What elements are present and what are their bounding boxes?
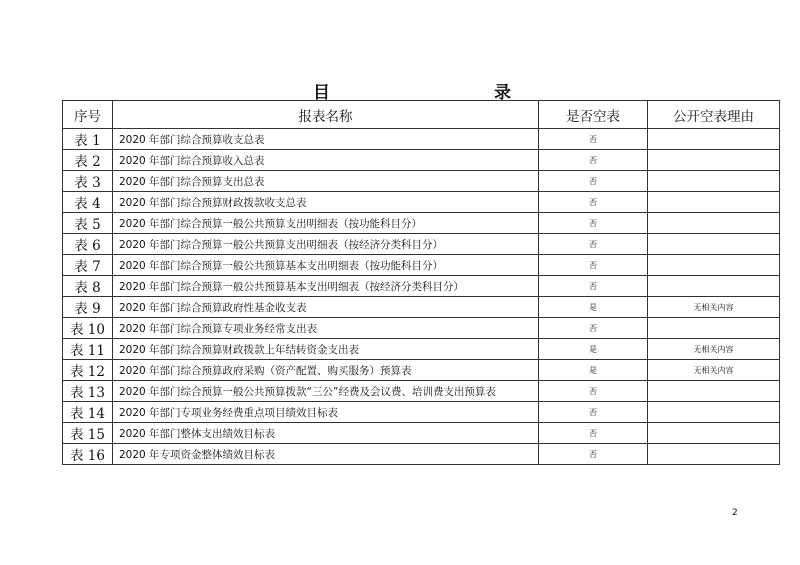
row-number: 表 15 <box>63 423 113 444</box>
row-is-empty: 否 <box>539 150 648 171</box>
row-number: 表 3 <box>63 171 113 192</box>
row-number: 表 1 <box>63 129 113 150</box>
row-number: 表 8 <box>63 276 113 297</box>
table-row <box>63 339 780 360</box>
row-reason <box>648 234 780 255</box>
row-is-empty: 否 <box>539 423 648 444</box>
row-reason <box>648 423 780 444</box>
row-report-name: 2020 年部门综合预算一般公共预算基本支出明细表（按经济分类科目分） <box>113 276 539 297</box>
row-report-name: 2020 年部门综合预算收支总表 <box>113 129 539 150</box>
row-reason <box>648 213 780 234</box>
row-report-name: 2020 年部门综合预算政府采购（资产配置、购买服务）预算表 <box>113 360 539 381</box>
row-reason: 无相关内容 <box>648 297 780 318</box>
row-reason <box>648 318 780 339</box>
row-reason: 无相关内容 <box>648 339 780 360</box>
table-row <box>63 129 780 150</box>
table-row <box>63 297 780 318</box>
table-body <box>63 129 780 465</box>
row-report-name: 2020 年部门综合预算一般公共预算支出明细表（按功能科目分） <box>113 213 539 234</box>
row-is-empty: 是 <box>539 339 648 360</box>
table-row <box>63 444 780 465</box>
table-row <box>63 150 780 171</box>
table-row <box>63 213 780 234</box>
table-header-row <box>63 101 780 129</box>
row-number: 表 6 <box>63 234 113 255</box>
header-is-empty: 是否空表 <box>539 101 648 129</box>
row-is-empty: 否 <box>539 171 648 192</box>
row-is-empty: 是 <box>539 297 648 318</box>
table-row <box>63 381 780 402</box>
row-is-empty: 否 <box>539 129 648 150</box>
row-number: 表 10 <box>63 318 113 339</box>
row-reason <box>648 381 780 402</box>
table-row <box>63 255 780 276</box>
row-is-empty: 否 <box>539 255 648 276</box>
row-report-name: 2020 年专项资金整体绩效目标表 <box>113 444 539 465</box>
row-is-empty: 否 <box>539 402 648 423</box>
row-number: 表 12 <box>63 360 113 381</box>
row-number: 表 14 <box>63 402 113 423</box>
title-char-1: 目 <box>313 83 330 103</box>
header-reason: 公开空表理由 <box>648 101 780 129</box>
table-row <box>63 234 780 255</box>
page-number: 2 <box>732 508 738 518</box>
row-reason <box>648 150 780 171</box>
row-is-empty: 否 <box>539 276 648 297</box>
row-report-name: 2020 年部门综合预算财政拨款收支总表 <box>113 192 539 213</box>
row-reason <box>648 192 780 213</box>
row-report-name: 2020 年部门综合预算收入总表 <box>113 150 539 171</box>
row-report-name: 2020 年部门综合预算一般公共预算支出明细表（按经济分类科目分） <box>113 234 539 255</box>
row-report-name: 2020 年部门综合预算一般公共预算拨款“三公”经费及会议费、培训费支出预算表 <box>113 381 539 402</box>
header-name: 报表名称 <box>113 101 539 129</box>
row-reason <box>648 444 780 465</box>
table-row <box>63 171 780 192</box>
row-number: 表 5 <box>63 213 113 234</box>
row-report-name: 2020 年部门整体支出绩效目标表 <box>113 423 539 444</box>
row-is-empty: 是 <box>539 360 648 381</box>
row-is-empty: 否 <box>539 213 648 234</box>
table-row <box>63 423 780 444</box>
row-report-name: 2020 年部门综合预算一般公共预算基本支出明细表（按功能科目分） <box>113 255 539 276</box>
title-char-2: 录 <box>494 83 511 103</box>
row-report-name: 2020 年部门综合预算专项业务经常支出表 <box>113 318 539 339</box>
header-no: 序号 <box>63 101 113 129</box>
row-report-name: 2020 年部门综合预算财政拨款上年结转资金支出表 <box>113 339 539 360</box>
row-reason <box>648 129 780 150</box>
table-row <box>63 276 780 297</box>
row-is-empty: 否 <box>539 444 648 465</box>
row-reason <box>648 255 780 276</box>
page-title <box>0 78 800 103</box>
row-number: 表 4 <box>63 192 113 213</box>
row-is-empty: 否 <box>539 192 648 213</box>
row-report-name: 2020 年部门专项业务经费重点项目绩效目标表 <box>113 402 539 423</box>
row-number: 表 16 <box>63 444 113 465</box>
table-row <box>63 318 780 339</box>
row-reason: 无相关内容 <box>648 360 780 381</box>
row-report-name: 2020 年部门综合预算支出总表 <box>113 171 539 192</box>
row-reason <box>648 171 780 192</box>
row-report-name: 2020 年部门综合预算政府性基金收支表 <box>113 297 539 318</box>
row-reason <box>648 402 780 423</box>
row-is-empty: 否 <box>539 234 648 255</box>
row-number: 表 2 <box>63 150 113 171</box>
row-number: 表 11 <box>63 339 113 360</box>
row-is-empty: 否 <box>539 381 648 402</box>
row-is-empty: 否 <box>539 318 648 339</box>
toc-table <box>62 100 780 465</box>
row-number: 表 7 <box>63 255 113 276</box>
row-number: 表 13 <box>63 381 113 402</box>
table-row <box>63 360 780 381</box>
table-row <box>63 402 780 423</box>
row-number: 表 9 <box>63 297 113 318</box>
row-reason <box>648 276 780 297</box>
table-row <box>63 192 780 213</box>
